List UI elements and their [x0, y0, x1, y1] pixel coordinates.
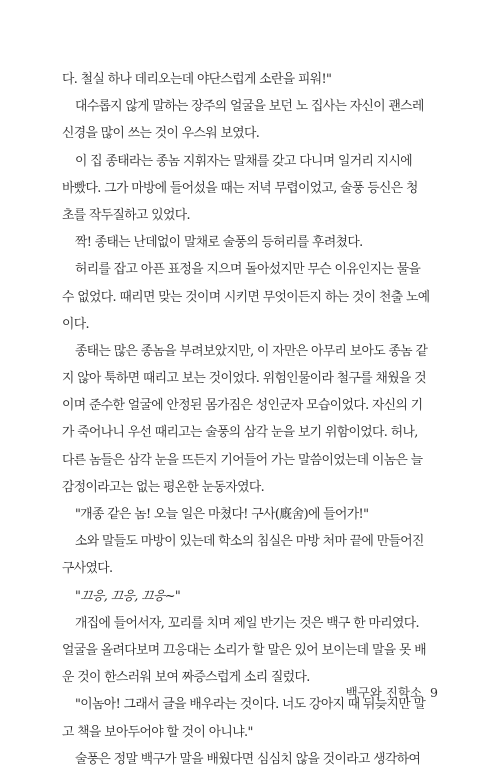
running-title: 백구와 진학소	[345, 685, 423, 700]
text-line: 얼굴을 올려다보며 끄응대는 소리가 할 말은 있어 보이는데 말을 못 배	[62, 642, 427, 658]
text-line: 대수롭지 않게 말하는 장주의 얼굴을 보던 노 집사는 자신이 괜스레	[75, 99, 424, 115]
text-line: 다른 놈들은 삼각 눈을 뜨든지 기어들어 가는 말씀이었는데 이놈은 늘	[62, 452, 423, 468]
text-line: 신경을 많이 쓰는 것이 우스워 보였다.	[62, 126, 260, 142]
text-line: 수 없었다. 때리면 맞는 것이며 시키면 무엇이든지 하는 것이 천출 노예	[62, 289, 430, 305]
text-line: 종태는 많은 종놈을 부려보았지만, 이 자만은 아무리 보아도 종놈 같	[75, 343, 428, 359]
text-line: 소와 말들도 마방이 있는데 학소의 침실은 마방 처마 끝에 만들어진	[75, 534, 424, 550]
text-line: 짝! 종태는 난데없이 말채로 술풍의 등허리를 후려쳤다.	[75, 235, 363, 251]
text-line: 이 집 종태라는 종놈 지휘자는 말채를 갖고 다니며 일거리 지시에	[75, 153, 413, 169]
text-line: 감정이라고는 없는 평온한 눈동자였다.	[62, 479, 265, 495]
page-footer	[300, 683, 438, 701]
text-line: 구사였다.	[62, 561, 113, 577]
text-line: 술풍은 정말 백구가 말을 배웠다면 심심치 않을 것이라고 생각하여	[75, 751, 421, 767]
text-line: 가 죽어나니 우선 때리고는 술풍의 삼각 눈을 보기 위함이었다. 허나,	[62, 425, 418, 441]
text-line: 운 것이 한스러워 보여 짜증스럽게 소리 질렀다.	[62, 670, 310, 686]
text-line: 고 책을 보아두어야 할 것이 아니냐."	[62, 724, 253, 740]
text-line: 다. 철실 하나 데리오는데 야단스럽게 소란을 피워!"	[62, 72, 332, 87]
body-text	[62, 66, 438, 773]
text-line: 초를 작두질하고 있었다.	[62, 207, 191, 223]
text-line: "개종 같은 놈! 오늘 일은 마쳤다! 구사(廐舍)에 들어가!"	[75, 507, 369, 522]
text-line: "끄응, 끄응, 끄응~"	[75, 588, 181, 604]
text-line: 바빴다. 그가 마방에 들어섰을 때는 저녁 무렵이었고, 술풍 등신은 청	[62, 180, 418, 196]
page-number: 9	[430, 685, 438, 700]
text-line: 이다.	[62, 316, 89, 332]
text-line: 지 않아 툭하면 때리고 보는 것이었다. 위험인물이라 철구를 채웠을 것	[62, 371, 427, 387]
text-line: "이놈아! 그래서 글을 배우라는 것이다. 너도 강아지 때 뒤늦지만 말	[75, 697, 426, 713]
text-line: 개집에 들어서자, 꼬리를 치며 제일 반기는 것은 백구 한 마리였다.	[75, 615, 419, 631]
text-line: 허리를 잡고 아픈 표정을 지으며 돌아섰지만 무슨 이유인지는 물을	[75, 262, 421, 278]
text-line: 이며 준수한 얼굴에 안정된 몸가짐은 성인군자 모습이었다. 자신의 기	[62, 398, 423, 414]
